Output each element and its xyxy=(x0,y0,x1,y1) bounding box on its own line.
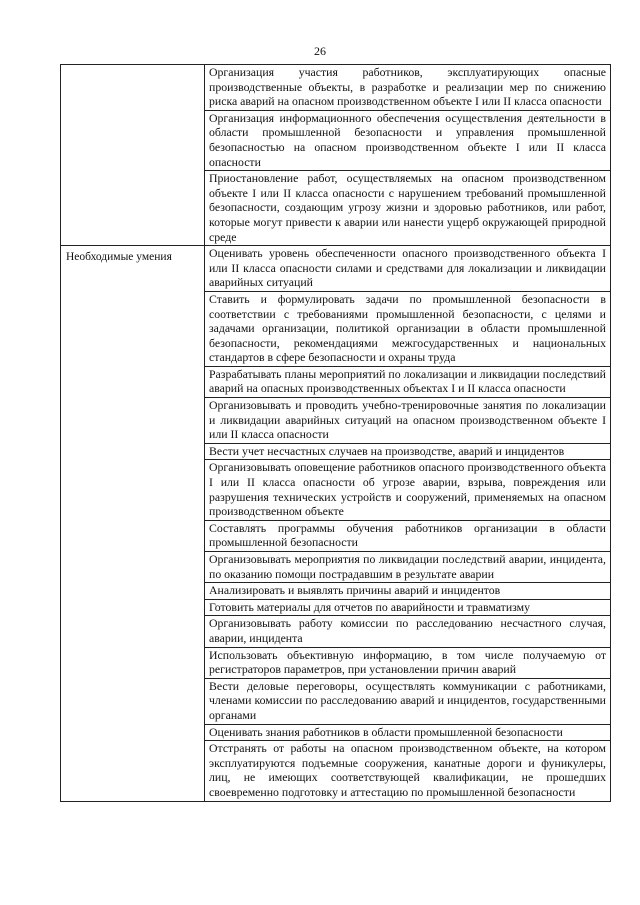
list-item: Готовить материалы для отчетов по аварийности и травматизму xyxy=(205,600,610,617)
list-item: Ставить и формулировать задачи по промышленной безопасности в соответствии с требованиями промышленной безопасности, с целями и задачами организации, политикой организации в области промышленной безопасности, рекомендациями межгосударственных и национальных стандартов в сфере безопасности и охраны труда xyxy=(205,292,610,367)
list-item: Организация информационного обеспечения осуществления деятельности в области промышленной безопасности и управления промышленной безопасностью на опасном производственном объекте I или II класса опасности xyxy=(205,111,610,171)
row-content xyxy=(205,65,611,246)
list-item: Организовывать работу комиссии по расследованию несчастного случая, аварии, инцидента xyxy=(205,616,610,647)
list-item: Оценивать уровень обеспеченности опасного производственного объекта I или II класса опасности силами и средствами для локализации и ликвидации аварийных ситуаций xyxy=(205,246,610,292)
table-row xyxy=(61,65,611,246)
requirements-table xyxy=(60,64,611,802)
list-item: Приостановление работ, осуществляемых на опасном производственном объекте I или II класса опасности с нарушением требований промышленной безопасности, создающим угрозу жизни и здоровью работников, или работ, которые могут привести к аварии или нанести ущерб окружающей природной среде xyxy=(209,171,606,244)
list-item: Вести учет несчастных случаев на производстве, аварий и инцидентов xyxy=(205,444,610,461)
list-item: Организовывать мероприятия по ликвидации последствий аварии, инцидента, по оказанию помощи пострадавшим в результате аварии xyxy=(205,552,610,583)
table-row xyxy=(61,246,611,801)
list-item: Вести деловые переговоры, осуществлять коммуникации с работниками, членами комиссии по расследованию аварий и инцидентов, государственными органами xyxy=(205,679,610,725)
list-item: Использовать объективную информацию, в том числе получаемую от регистраторов параметров, при установлении причин аварий xyxy=(205,648,610,679)
row-content xyxy=(205,246,611,801)
list-item: Разрабатывать планы мероприятий по локализации и ликвидации последствий аварий на опасных производственных объектах I и II класса опасности xyxy=(205,367,610,398)
page-number: 26 xyxy=(314,44,326,58)
list-item: Отстранять от работы на опасном производственном объекте, на котором эксплуатируются подъемные сооружения, канатные дороги и фуникулеры, лиц, не имеющих соответствующей квалификации, не прошедших своевременно подготовку и аттестацию по промышленной безопасности xyxy=(209,741,606,799)
list-item: Анализировать и выявлять причины аварий и инцидентов xyxy=(205,583,610,600)
row-label xyxy=(61,65,205,246)
list-item: Составлять программы обучения работников организации в области промышленной безопасности xyxy=(205,521,610,552)
list-item: Организация участия работников, эксплуатирующих опасные производственные объекты, в разработке и реализации мер по снижению риска аварий на опасном производственном объекте I или II класса опасности xyxy=(205,65,610,111)
list-item: Организовывать и проводить учебно-тренировочные занятия по локализации и ликвидации аварийных ситуаций на опасном производственном объекте I или II класса опасности xyxy=(205,398,610,444)
list-item: Оценивать знания работников в области промышленной безопасности xyxy=(205,725,610,742)
list-item: Организовывать оповещение работников опасного производственного объекта I или II класса опасности об угрозе аварии, взрыва, повреждения или разрушения технических устройств и сооружений, применяемых на опасном производственном объекте xyxy=(205,460,610,520)
row-label: Необходимые умения xyxy=(61,246,205,801)
